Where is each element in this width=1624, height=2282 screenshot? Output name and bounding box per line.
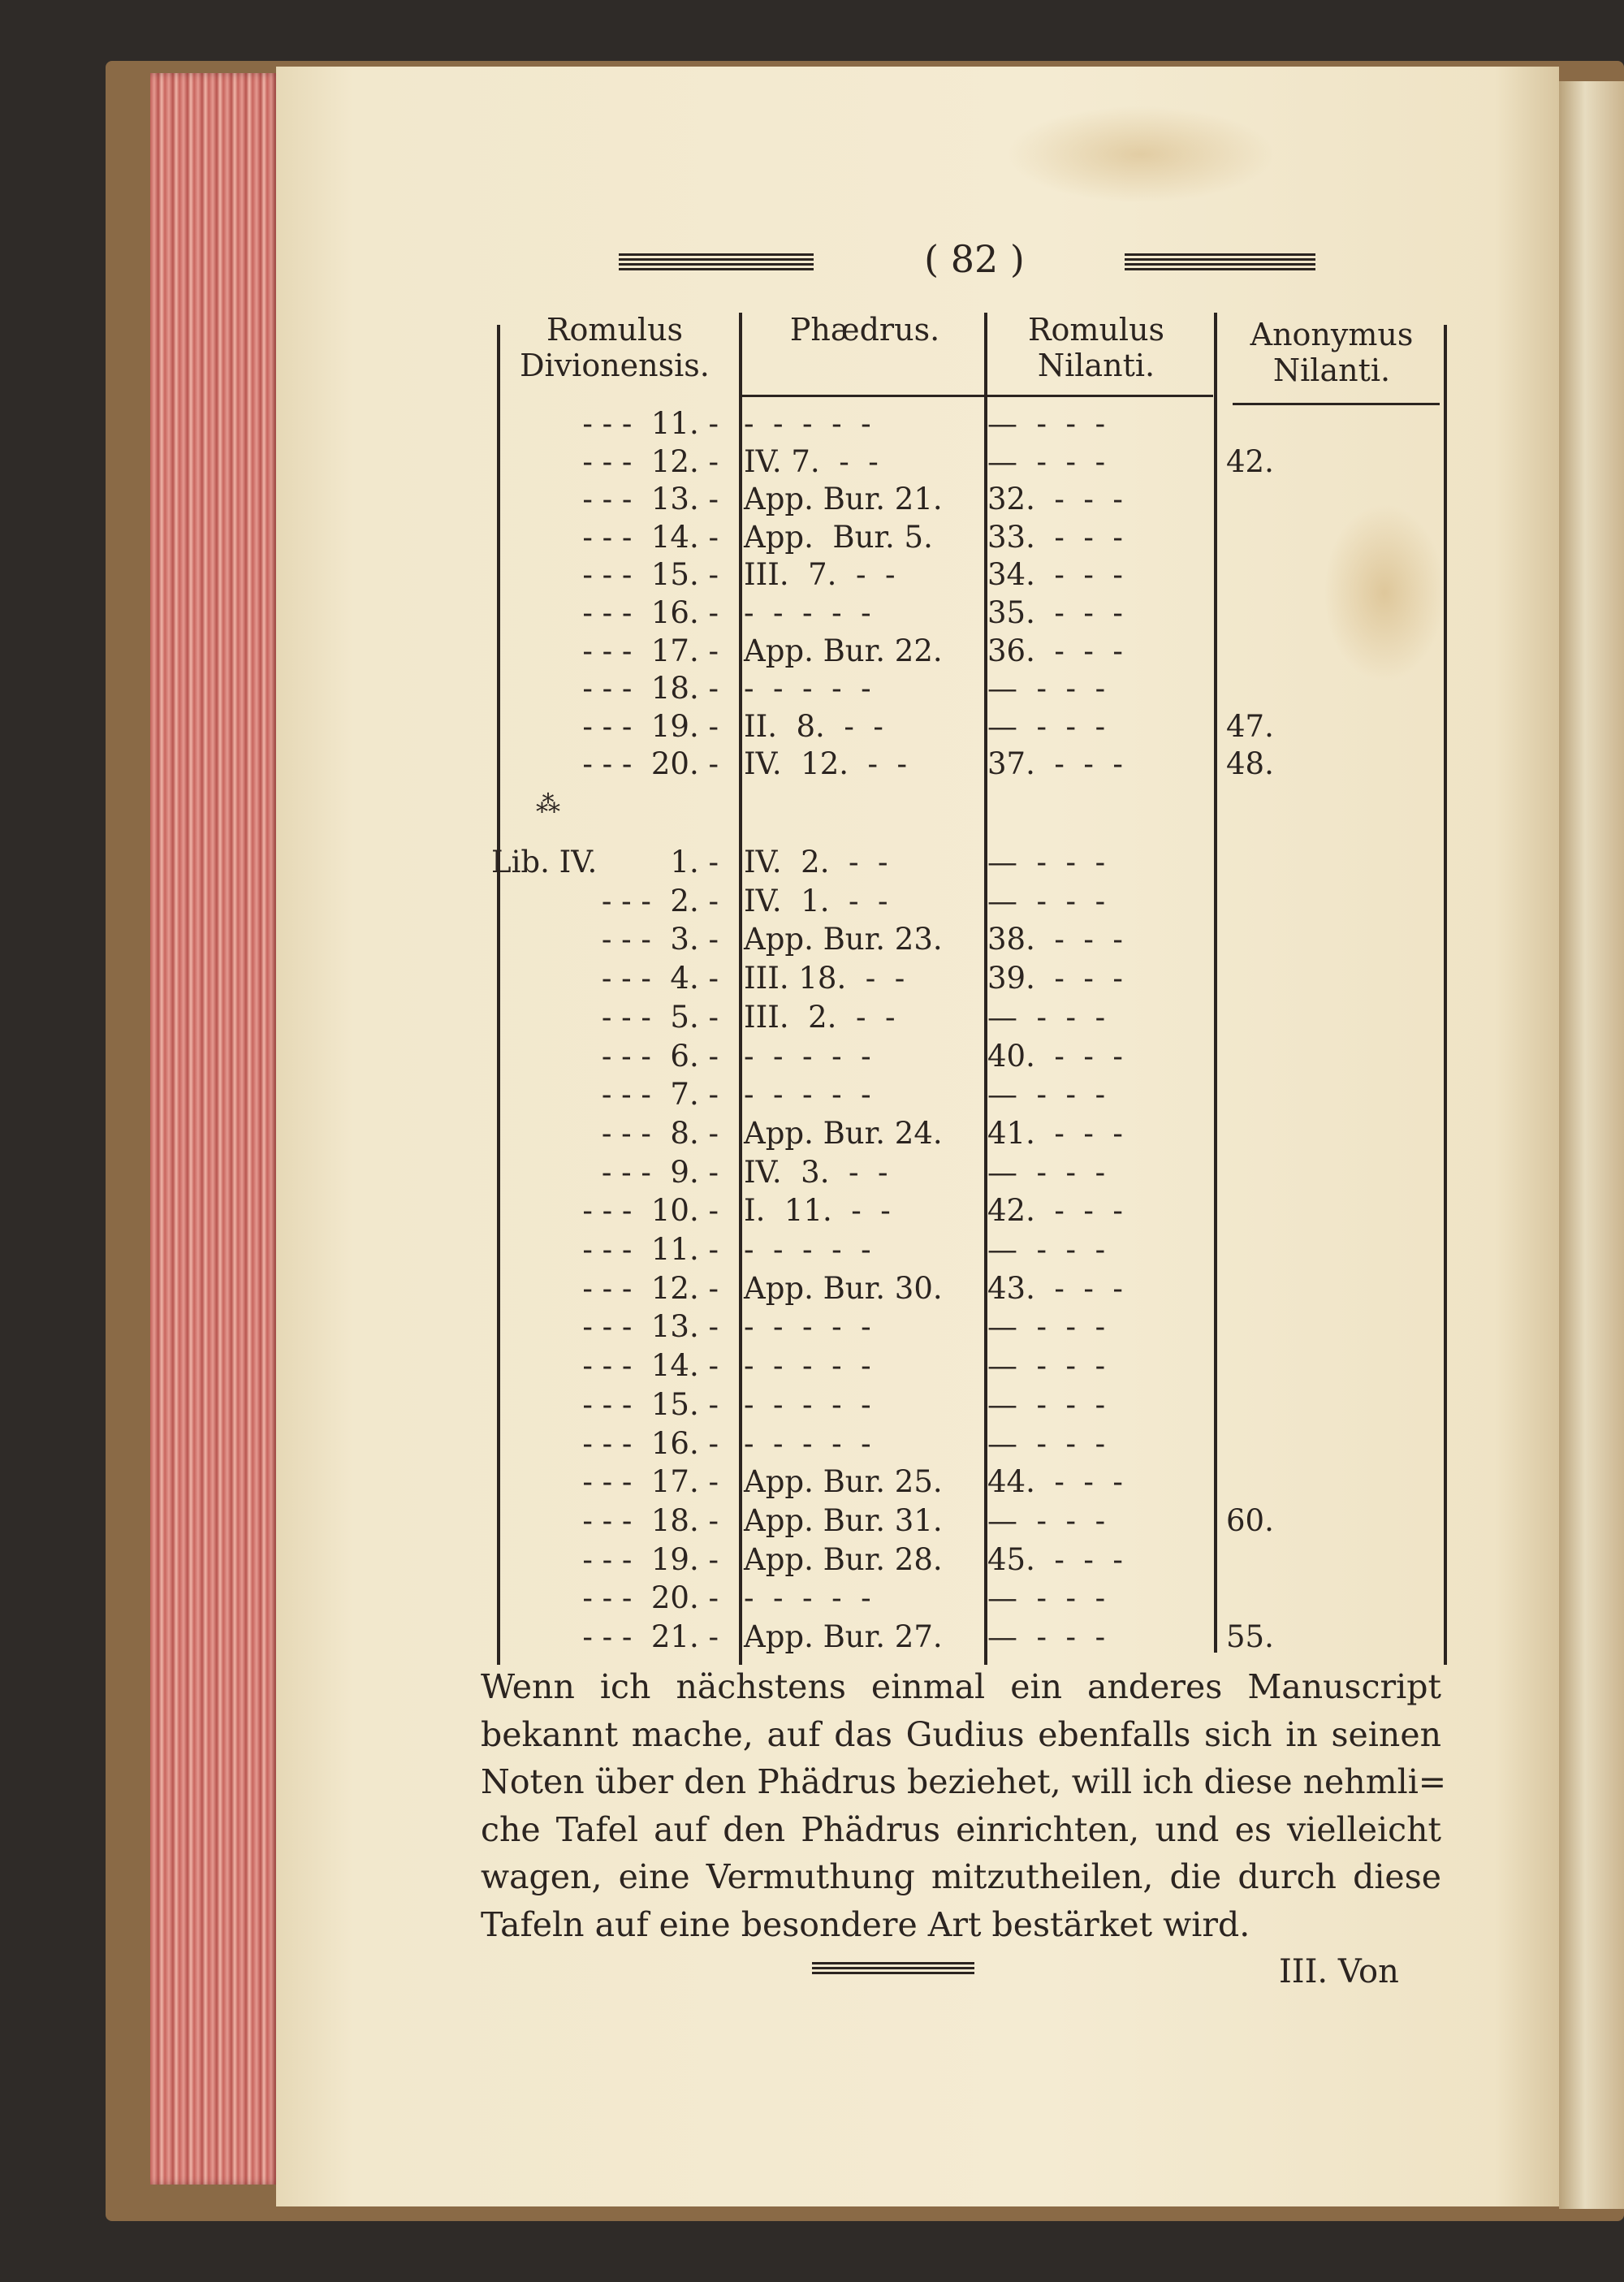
- table-cell: - - - 11. -: [582, 1232, 719, 1267]
- table-cell: — - - -: [987, 883, 1106, 918]
- table-row: [0, 1503, 1624, 1541]
- table-row: [0, 1077, 1624, 1114]
- table-cell: App. Bur. 21.: [744, 482, 943, 517]
- table-cell: 47.: [1226, 708, 1274, 744]
- table-cell: - - - 14. -: [582, 1348, 719, 1384]
- table-row: [0, 406, 1624, 443]
- table-row: [0, 444, 1624, 482]
- table-row: [0, 520, 1624, 557]
- table-cell: - - - 15. -: [582, 557, 719, 593]
- table-cell: - - - 13. -: [582, 482, 719, 517]
- table-cell: — - - -: [987, 999, 1106, 1035]
- table-row: [0, 1155, 1624, 1192]
- table-cell: - - - 8. -: [601, 1115, 719, 1151]
- table-cell: - - - 4. -: [601, 961, 719, 996]
- table-cell: 35. - - -: [987, 595, 1123, 630]
- table-cell: - - - 3. -: [601, 922, 719, 957]
- table-cell: IV. 7. - -: [744, 443, 879, 479]
- table-cell: — - - -: [987, 406, 1106, 441]
- table-cell: 60.: [1226, 1502, 1274, 1538]
- table-row: [0, 557, 1624, 594]
- header-line: Nilanti.: [1037, 348, 1155, 383]
- table-cell: 40. - - -: [987, 1038, 1123, 1074]
- table-row: [0, 1039, 1624, 1076]
- column-header-anonymus-nilanti: [1222, 317, 1441, 388]
- table-cell: - - - 12. -: [582, 1270, 719, 1306]
- table-row: [0, 1309, 1624, 1346]
- water-stain: [1007, 106, 1275, 203]
- table-cell: - - - - -: [744, 1077, 871, 1113]
- table-cell: 42.: [1226, 443, 1274, 479]
- table-row: [0, 1426, 1624, 1463]
- table-cell: — - - -: [987, 1309, 1106, 1345]
- table-row: [0, 1619, 1624, 1657]
- header-line: Nilanti.: [1272, 352, 1391, 388]
- page-number: ( 82 ): [924, 237, 1025, 281]
- table-cell: 36. - - -: [987, 633, 1123, 668]
- header-underline: [1233, 403, 1440, 405]
- table-cell: - - - 12. -: [582, 443, 719, 479]
- table-row: [0, 1464, 1624, 1502]
- table-row: [0, 1271, 1624, 1308]
- table-row: [0, 482, 1624, 519]
- table-row: [0, 1542, 1624, 1580]
- paragraph-line: che Tafel auf den Phädrus einrichten, und es vielleicht: [481, 1809, 1441, 1849]
- table-cell: - - - 18. -: [582, 671, 719, 707]
- header-line: Anonymus: [1250, 317, 1414, 352]
- table-cell: 38. - - -: [987, 922, 1123, 957]
- table-cell: - - - - -: [744, 1038, 871, 1074]
- lib-label: Lib. IV.: [491, 845, 598, 880]
- table-cell: - - - 16. -: [582, 1425, 719, 1461]
- catchword: III. Von: [1279, 1953, 1399, 1990]
- table-row: [0, 1193, 1624, 1230]
- table-cell: - - - - -: [744, 406, 871, 441]
- table-cell: — - - -: [987, 708, 1106, 744]
- table-cell: - - - 5. -: [601, 999, 719, 1035]
- table-cell: - - - - -: [744, 1309, 871, 1345]
- table-cell: — - - -: [987, 1348, 1106, 1384]
- paragraph-line: bekannt mache, auf das Gudius ebenfalls sich in seinen: [481, 1714, 1441, 1754]
- table-row: [0, 1348, 1624, 1385]
- header-underline: [741, 395, 1213, 397]
- paragraph-line: Noten über den Phädrus beziehet, will ich diese nehmli=: [481, 1762, 1447, 1801]
- table-cell: - - - 21. -: [582, 1619, 719, 1654]
- table-cell: 42. - - -: [987, 1193, 1123, 1229]
- column-header-romulus-divionensis: [497, 312, 732, 383]
- table-cell: App. Bur. 22.: [744, 633, 943, 668]
- table-cell: 34. - - -: [987, 557, 1123, 593]
- table-cell: App. Bur. 31.: [744, 1502, 943, 1538]
- table-cell: 43. - - -: [987, 1270, 1123, 1306]
- table-cell: App. Bur. 5.: [744, 519, 933, 555]
- column-header-romulus-nilanti: [991, 312, 1202, 383]
- table-cell: — - - -: [987, 1077, 1106, 1113]
- table-cell: App. Bur. 28.: [744, 1541, 943, 1577]
- table-cell: IV. 2. - -: [744, 845, 888, 880]
- table-cell: IV. 12. - -: [744, 746, 908, 782]
- table-cell: App. Bur. 24.: [744, 1115, 943, 1151]
- table-cell: 37. - - -: [987, 746, 1123, 782]
- table-cell: - - - - -: [744, 1348, 871, 1384]
- table-row: [0, 1232, 1624, 1269]
- table-cell: - - - - -: [744, 1386, 871, 1422]
- table-cell: — - - -: [987, 443, 1106, 479]
- table-cell: - - - 7. -: [601, 1077, 719, 1113]
- table-cell: - - - - -: [744, 671, 871, 707]
- table-cell: - - - 20. -: [582, 746, 719, 782]
- table-row: [0, 1580, 1624, 1618]
- header-rule-right: [1125, 253, 1315, 271]
- header-line: Romulus: [546, 312, 684, 348]
- table-row: [0, 922, 1624, 959]
- table-cell: — - - -: [987, 671, 1106, 707]
- table-cell: - - - - -: [744, 595, 871, 630]
- header-line: Romulus: [1027, 312, 1165, 348]
- table-cell: - - - 19. -: [582, 1541, 719, 1577]
- paragraph-line: wagen, eine Vermuthung mitzutheilen, die durch diese: [481, 1857, 1441, 1896]
- table-cell: - - - 17. -: [582, 1464, 719, 1500]
- table-cell: - - - 13. -: [582, 1309, 719, 1345]
- table-row: [0, 595, 1624, 633]
- table-cell: 48.: [1226, 746, 1274, 782]
- page-header: [0, 237, 1624, 286]
- table-cell: II. 8. - -: [744, 708, 883, 744]
- table-cell: — - - -: [987, 845, 1106, 880]
- table-row: [0, 633, 1624, 671]
- table-cell: - - - 2. -: [601, 883, 719, 918]
- body-paragraph: [481, 1663, 1447, 1948]
- table-cell: - - - 14. -: [582, 519, 719, 555]
- table-cell: 41. - - -: [987, 1115, 1123, 1151]
- table-cell: - - - - -: [744, 1425, 871, 1461]
- table-cell: III. 18. - -: [744, 961, 905, 996]
- table-row: [0, 961, 1624, 998]
- table-cell: - - - - -: [744, 1580, 871, 1616]
- table-cell: IV. 1. - -: [744, 883, 888, 918]
- footer-rule: [812, 1962, 974, 1977]
- table-row: [0, 1387, 1624, 1424]
- table-cell: 33. - - -: [987, 519, 1123, 555]
- table-cell: App. Bur. 27.: [744, 1619, 943, 1654]
- table-cell: III. 7. - -: [744, 557, 896, 593]
- table-cell: — - - -: [987, 1386, 1106, 1422]
- header-rule-left: [619, 253, 814, 271]
- table-cell: — - - -: [987, 1580, 1106, 1616]
- table-row: [0, 1000, 1624, 1037]
- table-cell: - - - 15. -: [582, 1386, 719, 1422]
- header-line: Divionensis.: [520, 348, 710, 383]
- table-row: [0, 1116, 1624, 1153]
- asterism: ⁂: [536, 790, 560, 819]
- table-cell: 45. - - -: [987, 1541, 1123, 1577]
- table-row: [0, 746, 1624, 784]
- table-cell: — - - -: [987, 1154, 1106, 1190]
- table-cell: App. Bur. 23.: [744, 922, 943, 957]
- table-cell: 32. - - -: [987, 482, 1123, 517]
- table-cell: 55.: [1226, 1619, 1274, 1654]
- table-cell: - - - 9. -: [601, 1154, 719, 1190]
- table-cell: - - - 17. -: [582, 633, 719, 668]
- table-cell: - - - 11. -: [582, 406, 719, 441]
- table-cell: - - - 19. -: [582, 708, 719, 744]
- column-header-phaedrus: [743, 312, 987, 348]
- table-cell: App. Bur. 25.: [744, 1464, 943, 1500]
- table-cell: — - - -: [987, 1232, 1106, 1267]
- table-row: [0, 884, 1624, 921]
- table-cell: - - - 18. -: [582, 1502, 719, 1538]
- table-cell: IV. 3. - -: [744, 1154, 888, 1190]
- paragraph-line: Tafeln auf eine besondere Art bestärket wird.: [481, 1904, 1250, 1944]
- paragraph-line: Wenn ich nächstens einmal ein anderes Manuscript: [481, 1667, 1441, 1706]
- table-cell: App. Bur. 30.: [744, 1270, 943, 1306]
- table-cell: - - - 16. -: [582, 595, 719, 630]
- table-cell: I. 11. - -: [744, 1193, 891, 1229]
- header-line: Phædrus.: [789, 312, 940, 348]
- table-row: [0, 671, 1624, 708]
- table-cell: 1. -: [670, 845, 719, 880]
- table-cell: III. 2. - -: [744, 999, 896, 1035]
- table-cell: 44. - - -: [987, 1464, 1123, 1500]
- table-cell: — - - -: [987, 1502, 1106, 1538]
- table-cell: - - - - -: [744, 1232, 871, 1267]
- table-cell: — - - -: [987, 1619, 1106, 1654]
- table-cell: — - - -: [987, 1425, 1106, 1461]
- table-row: [0, 709, 1624, 746]
- table-cell: - - - 10. -: [582, 1193, 719, 1229]
- table-cell: 39. - - -: [987, 961, 1123, 996]
- table-row: [0, 845, 1624, 882]
- table-cell: - - - 6. -: [601, 1038, 719, 1074]
- table-cell: - - - 20. -: [582, 1580, 719, 1616]
